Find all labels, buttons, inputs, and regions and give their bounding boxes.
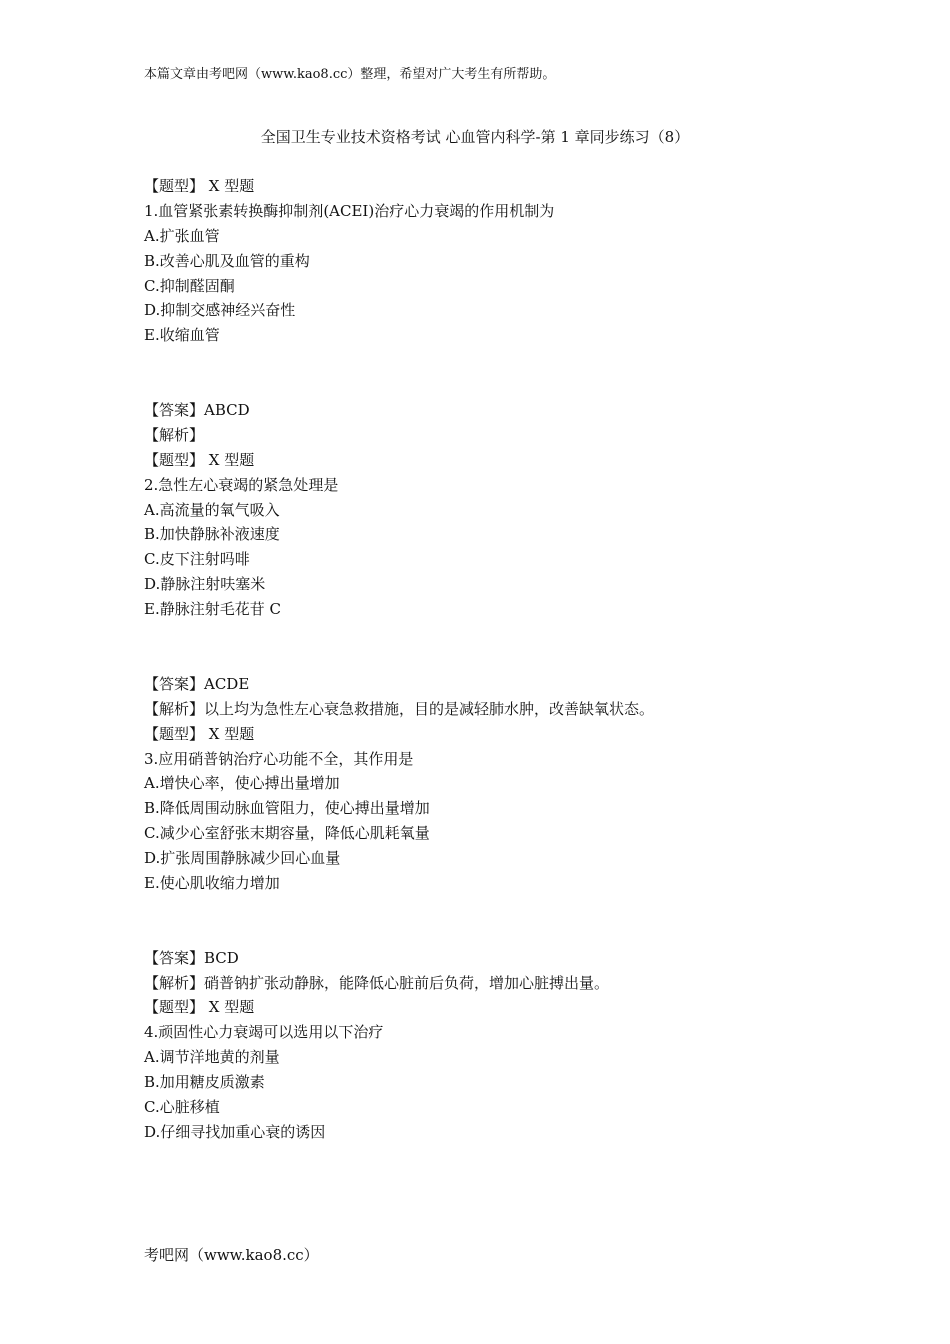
option-c: C.减少心室舒张末期容量，降低心肌耗氧量 [144, 824, 430, 843]
question-block [144, 722, 844, 996]
question-type: 【题型】 X 型题 [144, 724, 255, 743]
option-c: C.心脏移植 [144, 1098, 220, 1116]
option-a: A.扩张血管 [144, 226, 220, 245]
option-b: B.加用糖皮质激素 [144, 1073, 265, 1092]
header-note: 本篇文章由考吧网（www.kao8.cc）整理，希望对广大考生有所帮助。 [144, 67, 556, 82]
blank-space [144, 896, 844, 946]
option-d: D.仔细寻找加重心衰的诱因 [144, 1122, 326, 1141]
answer-line: 【答案】BCD [144, 948, 239, 967]
question-stem: 1.血管紧张素转换酶抑制剂(ACEI)治疗心力衰竭的作用机制为 [144, 201, 555, 220]
option-d: D.扩张周围静脉减少回心血量 [144, 849, 341, 868]
question-type: 【题型】 X 型题 [144, 998, 255, 1017]
option-b: B.改善心肌及血管的重构 [144, 251, 310, 270]
blank-space [144, 622, 844, 672]
option-c: C.皮下注射吗啡 [144, 550, 250, 569]
option-b: B.降低周围动脉血管阻力，使心搏出量增加 [144, 799, 430, 818]
option-e: E.使心肌收缩力增加 [144, 873, 280, 892]
answer-line: 【答案】ACDE [144, 674, 250, 693]
answer-line: 【答案】ABCD [144, 401, 250, 420]
option-a: A.增快心率，使心搏出量增加 [144, 774, 340, 793]
question-type: 【题型】 X 型题 [144, 177, 255, 195]
option-b: B.加快静脉补液速度 [144, 525, 280, 544]
option-c: C.抑制醛固酮 [144, 276, 235, 295]
question-list [144, 174, 844, 1145]
footer-source: 考吧网（www.kao8.cc） [144, 1246, 319, 1264]
question-block [144, 174, 844, 448]
analysis-line: 【解析】以上均为急性左心衰急救措施，目的是减轻肺水肿，改善缺氧状态。 [144, 699, 655, 718]
question-block [144, 448, 844, 722]
question-stem: 3.应用硝普钠治疗心功能不全，其作用是 [144, 749, 414, 768]
option-a: A.调节洋地黄的剂量 [144, 1048, 280, 1067]
analysis-line: 【解析】硝普钠扩张动静脉，能降低心脏前后负荷，增加心脏搏出量。 [144, 973, 610, 992]
question-type: 【题型】 X 型题 [144, 450, 255, 469]
page-title: 全国卫生专业技术资格考试 心血管内科学-第 1 章同步练习（8） [260, 128, 690, 146]
option-a: A.高流量的氧气吸入 [144, 500, 280, 519]
option-d: D.静脉注射呋塞米 [144, 575, 266, 594]
blank-space [144, 348, 844, 398]
question-block [144, 995, 844, 1144]
analysis-line: 【解析】 [144, 425, 205, 444]
option-e: E.收缩血管 [144, 326, 220, 345]
question-stem: 4.顽固性心力衰竭可以选用以下治疗 [144, 1023, 384, 1042]
option-d: D.抑制交感神经兴奋性 [144, 301, 296, 320]
option-e: E.静脉注射毛花苷 C [144, 600, 281, 619]
question-stem: 2.急性左心衰竭的紧急处理是 [144, 475, 339, 494]
